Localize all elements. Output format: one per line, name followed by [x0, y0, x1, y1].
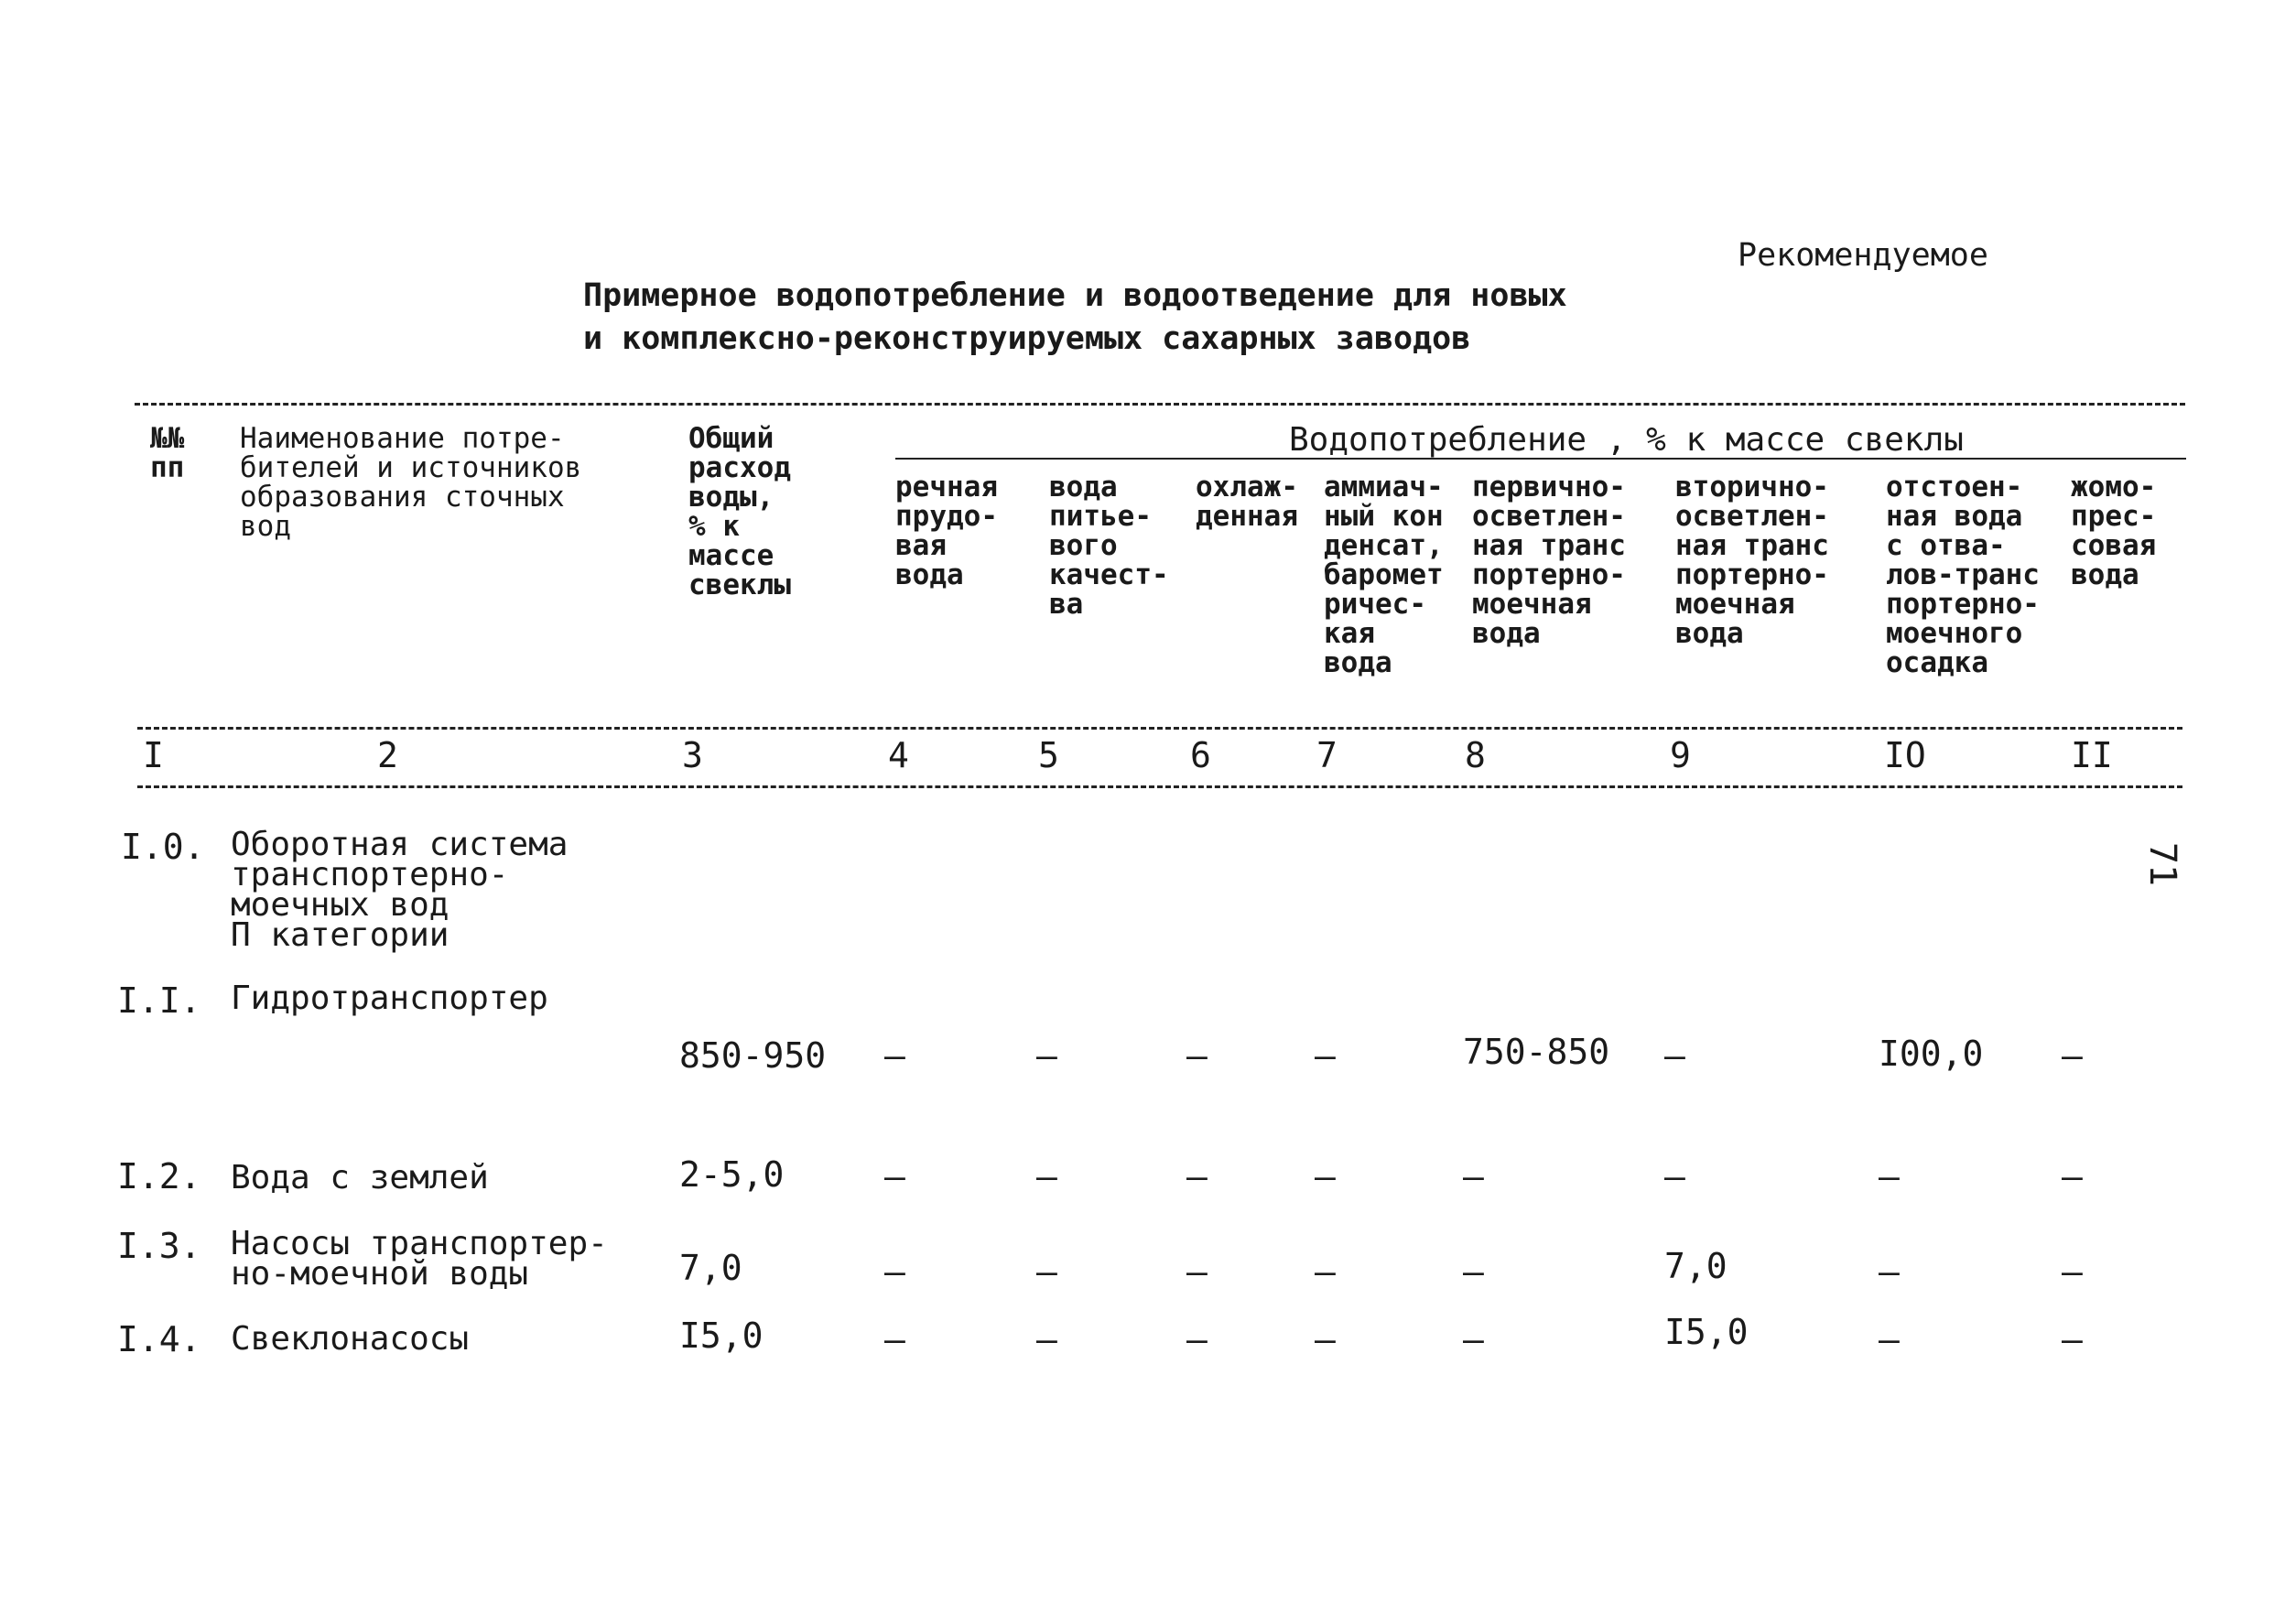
- col-header-5: вода питье- вого качест- ва: [1049, 471, 1169, 621]
- col-header-no: №№ пп: [150, 422, 185, 484]
- col-header-11: жомо- прес- совая вода: [2071, 471, 2157, 591]
- cell-c10: –: [1879, 1251, 1900, 1292]
- cell-total: 7,0: [679, 1248, 742, 1288]
- column-number-10: IO: [1884, 735, 1926, 775]
- title-line-2: и комплексно-реконструируемых сахарных заводов: [583, 320, 1471, 357]
- cell-c10: I00,0: [1879, 1034, 1984, 1074]
- row-number: I.3.: [117, 1226, 201, 1266]
- cell-total: I5,0: [679, 1315, 764, 1356]
- column-number-8: 8: [1465, 735, 1486, 775]
- column-number-5: 5: [1038, 735, 1059, 775]
- row-number: I.4.: [117, 1319, 201, 1359]
- cell-c10: –: [1879, 1156, 1900, 1196]
- column-number-7: 7: [1316, 735, 1338, 775]
- cell-total: 2-5,0: [679, 1154, 785, 1195]
- col-header-9: вторично- осветлен- ная транс портерно- моечная вода: [1675, 471, 1829, 650]
- cell-c6: –: [1186, 1251, 1208, 1292]
- cell-c5: –: [1036, 1319, 1057, 1359]
- column-number-4: 4: [888, 735, 909, 775]
- cell-c8: 750-850: [1463, 1032, 1610, 1072]
- group-underline: [895, 458, 2186, 460]
- row-name: Оборотная система транспортерно- моечных вод П категории: [231, 826, 569, 954]
- row-name: Вода с землей: [231, 1159, 489, 1196]
- cell-c11: –: [2062, 1035, 2083, 1076]
- title-line-1: Примерное водопотребление и водоотведение для новых: [583, 277, 1567, 314]
- cell-c4: –: [884, 1035, 905, 1076]
- cell-c9: –: [1664, 1156, 1685, 1196]
- row-name: Гидротранспортер: [231, 980, 548, 1017]
- col-header-4: речная прудо- вая вода: [895, 471, 998, 591]
- cell-c8: –: [1463, 1251, 1484, 1292]
- row-number: I.I.: [117, 980, 201, 1021]
- column-number-11: II: [2071, 735, 2113, 775]
- table-top-rule: [135, 403, 2185, 406]
- column-number-2: 2: [377, 735, 398, 775]
- column-numbers-bottom-rule: [137, 785, 2182, 788]
- cell-c4: –: [884, 1251, 905, 1292]
- cell-c6: –: [1186, 1156, 1208, 1196]
- column-number-3: 3: [682, 735, 703, 775]
- cell-c5: –: [1036, 1251, 1057, 1292]
- cell-c11: –: [2062, 1251, 2083, 1292]
- col-header-7: аммиач- ный кон денсат, баромет ричес- кая вода: [1324, 471, 1444, 679]
- row-number: I.0.: [121, 827, 205, 867]
- cell-c9: I5,0: [1664, 1312, 1749, 1352]
- cell-c5: –: [1036, 1156, 1057, 1196]
- column-number-9: 9: [1670, 735, 1691, 775]
- row-number: I.2.: [117, 1156, 201, 1196]
- col-header-name: Наименование потре- бителей и источников образования сточных вод: [240, 422, 582, 543]
- cell-c10: –: [1879, 1319, 1900, 1359]
- row-name: Насосы транспортер- но-моечной воды: [231, 1225, 608, 1293]
- column-numbers-top-rule: [137, 727, 2182, 730]
- cell-c11: –: [2062, 1156, 2083, 1196]
- col-header-group: Водопотребление , % к массе свеклы: [1289, 421, 1964, 459]
- cell-c9: –: [1664, 1035, 1685, 1076]
- row-name: Свеклонасосы: [231, 1320, 470, 1358]
- cell-c4: –: [884, 1156, 905, 1196]
- cell-c7: –: [1315, 1035, 1336, 1076]
- cell-c6: –: [1186, 1319, 1208, 1359]
- cell-c8: –: [1463, 1319, 1484, 1359]
- cell-c5: –: [1036, 1035, 1057, 1076]
- cell-c8: –: [1463, 1156, 1484, 1196]
- cell-c6: –: [1186, 1035, 1208, 1076]
- col-header-total: Общий расход воды, % к массе свеклы: [688, 422, 791, 601]
- column-number-6: 6: [1190, 735, 1211, 775]
- cell-c7: –: [1315, 1319, 1336, 1359]
- cell-c11: –: [2062, 1319, 2083, 1359]
- col-header-10: отстоен- ная вода с отва- лов-транс портерно- моечного осадка: [1886, 471, 2040, 679]
- col-header-8: первично- осветлен- ная транс портерно- моечная вода: [1472, 471, 1626, 650]
- cell-c4: –: [884, 1319, 905, 1359]
- cell-c7: –: [1315, 1251, 1336, 1292]
- column-number-1: I: [143, 735, 164, 775]
- page-number: 71: [2141, 841, 2184, 887]
- cell-c9: 7,0: [1664, 1246, 1727, 1286]
- cell-c7: –: [1315, 1156, 1336, 1196]
- cell-total: 850-950: [679, 1035, 827, 1076]
- col-header-6: охлаж- денная: [1196, 471, 1298, 533]
- recommended-label: Рекомендуемое: [1738, 237, 1988, 274]
